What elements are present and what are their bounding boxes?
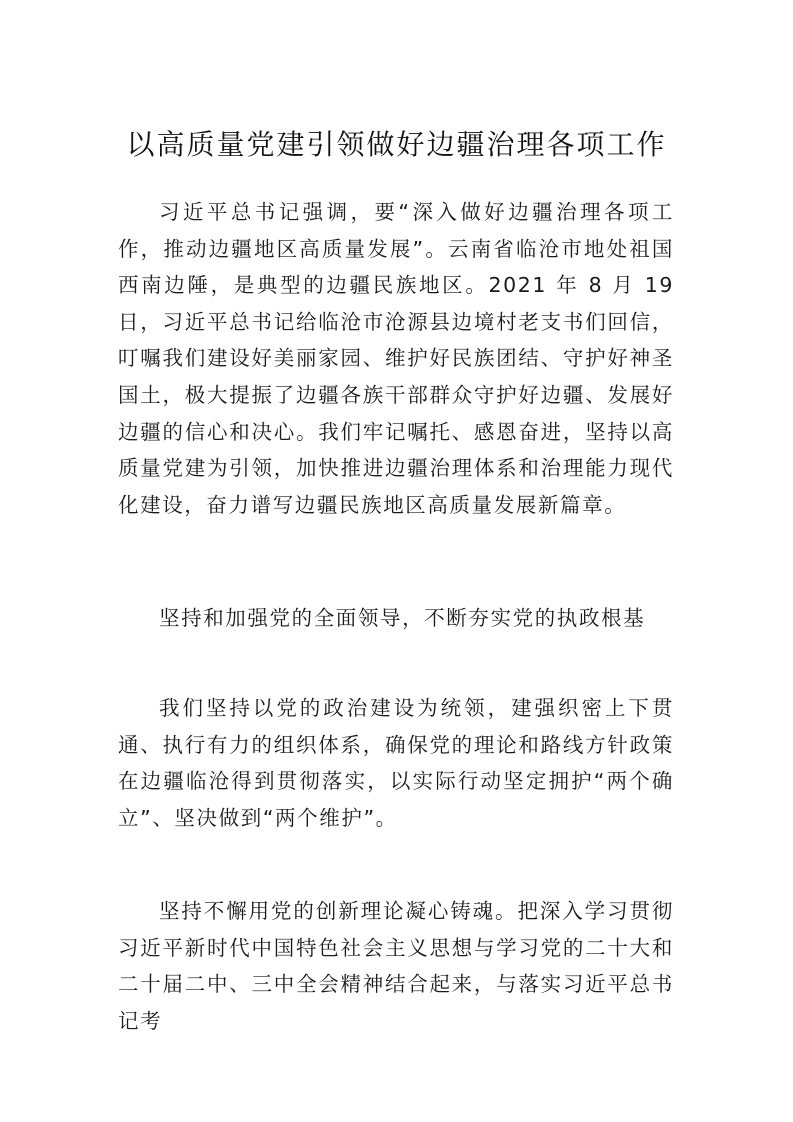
document-title: 以高质量党建引领做好边疆治理各项工作 <box>126 128 667 161</box>
paragraph-intro: 习近平总书记强调，要“深入做好边疆治理各项工作，推动边疆地区高质量发展”。云南省临沧市地处祖国西南边陲，是典型的边疆民族地区。2021 年 8 月 19 日，习近平总书记给临沧市沧源县边境村老支书们回信，叮嘱我们建设好美丽家园、维护好民族团结、守护好神圣国土，极大提振了边疆各族干部群众守护好边疆、发展好边疆的信心和决心。我们牢记嘱托、感恩奋进，坚持以高质量党建为引领，加快推进边疆治理体系和治理能力现代化建设，奋力谱写边疆民族地区高质量发展新篇章。 <box>118 200 674 517</box>
paragraph-organization: 我们坚持以党的政治建设为统领，建强织密上下贯通、执行有力的组织体系，确保党的理论和路线方针政策在边疆临沧得到贯彻落实，以实际行动坚定拥护“两个确立”、坚决做到“两个维护”。 <box>118 696 674 830</box>
section-heading: 坚持和加强党的全面领导，不断夯实党的执政根基 <box>159 606 646 630</box>
paragraph-theory: 坚持不懈用党的创新理论凝心铸魂。把深入学习贯彻习近平新时代中国特色社会主义思想与学习党的二十大和二十届二中、三中全会精神结合起来，与落实习近平总书记考 <box>118 899 674 1033</box>
